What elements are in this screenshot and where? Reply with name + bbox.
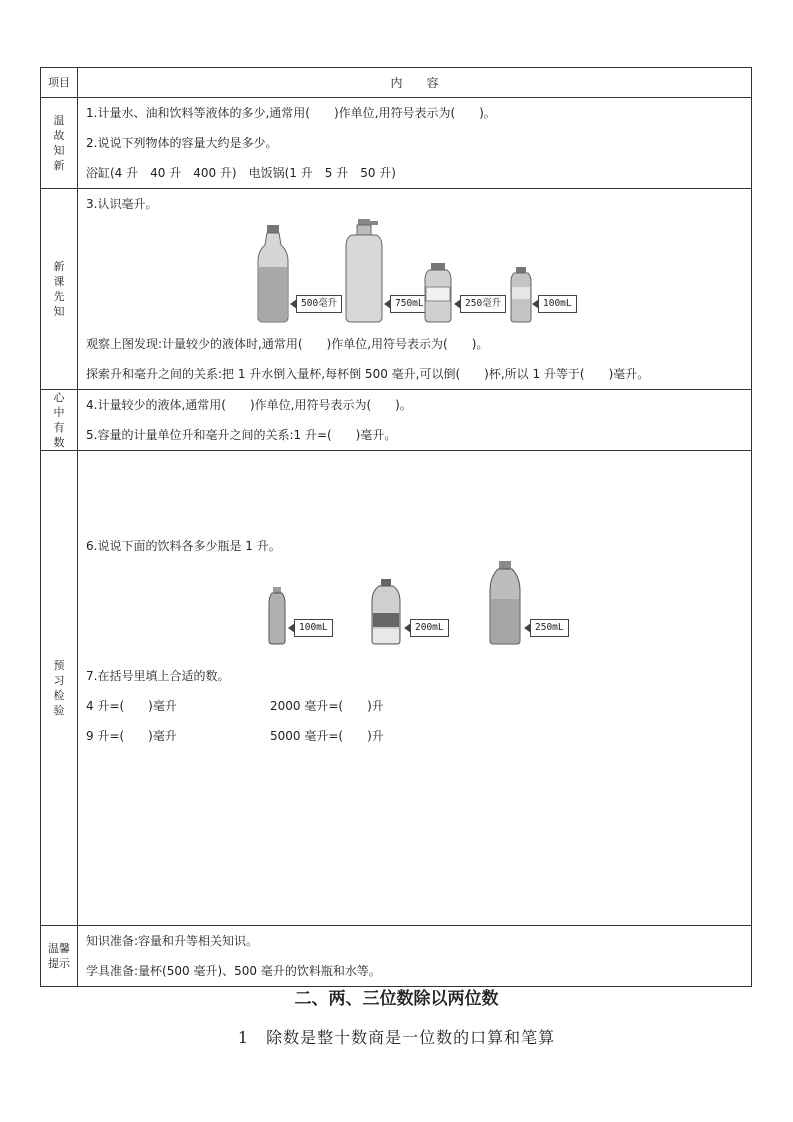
fill-item-4: 5000 毫升=( )升 (270, 729, 384, 743)
mind-content (78, 390, 752, 451)
drink-250ml-image (488, 561, 522, 645)
drink-figure-row (78, 561, 751, 649)
review-label-cell (41, 98, 78, 189)
observation-text: 观察上图发现:计量较少的液体时,通常用( )作单位,用符号表示为( )。 (86, 337, 489, 351)
question-3: 3.认识毫升。 (86, 197, 158, 211)
check-label: 预习检验 (53, 659, 65, 717)
new-lesson-row (41, 189, 752, 390)
callout-100ml-drink: 100mL (294, 619, 333, 637)
question-5: 5.容量的计量单位升和毫升之间的关系:1 升=( )毫升。 (86, 428, 397, 442)
check-label-cell (41, 451, 78, 926)
fill-item-3: 9 升=( )毫升 (86, 729, 177, 743)
check-content (78, 451, 752, 926)
callout-100ml: 100mL (538, 295, 577, 313)
mind-label: 心中有数 (53, 391, 65, 449)
check-row (41, 451, 752, 926)
bottle-figure-row (78, 219, 751, 329)
spacer (78, 649, 751, 661)
tips-content (78, 926, 752, 987)
question-6: 6.说说下面的饮料各多少瓶是 1 升。 (86, 539, 281, 553)
fill-item-1: 4 升=( )毫升 (86, 699, 177, 713)
drink-200ml-image (370, 579, 402, 645)
header-content-cell: 内 容 (78, 68, 752, 98)
tip-tools: 学具准备:量杯(500 毫升)、500 毫升的饮料瓶和水等。 (86, 964, 381, 978)
check-top-space (78, 451, 751, 531)
new-lesson-label: 新课先知 (53, 260, 65, 318)
question-4: 4.计量较少的液体,通常用( )作单位,用符号表示为( )。 (86, 398, 412, 412)
fill-item-2: 2000 毫升=( )升 (270, 699, 384, 713)
tips-row (41, 926, 752, 987)
review-row (41, 98, 752, 189)
chapter-title: 二、两、三位数除以两位数 (294, 989, 499, 1009)
question-1: 1.计量水、油和饮料等液体的多少,通常用( )作单位,用符号表示为( )。 (86, 106, 496, 120)
fill-blank-grid (78, 691, 751, 751)
callout-250ml: 250毫升 (460, 295, 506, 313)
callout-200ml-drink: 200mL (410, 619, 449, 637)
new-lesson-content (78, 189, 752, 390)
explore-text: 探索升和毫升之间的关系:把 1 升水倒入量杯,每杯倒 500 毫升,可以倒( )杯,所以 1 升等于( )毫升。 (86, 367, 650, 381)
callout-500ml: 500毫升 (296, 295, 342, 313)
new-lesson-label-cell (41, 189, 78, 390)
tips-label: 温馨提示 (48, 942, 70, 970)
callout-250ml-drink: 250mL (530, 619, 569, 637)
mind-row (41, 390, 752, 451)
mind-label-cell (41, 390, 78, 451)
bottle-100ml-image (510, 267, 532, 323)
tips-label-cell (41, 926, 78, 987)
table-header-row (41, 68, 752, 98)
review-label: 温故知新 (53, 114, 65, 172)
drink-100ml-image (268, 587, 286, 645)
capacity-options: 浴缸(4 升 40 升 400 升) 电饭锅(1 升 5 升 50 升) (86, 166, 396, 180)
question-2: 2.说说下列物体的容量大约是多少。 (86, 136, 278, 150)
header-item-cell: 项目 (41, 68, 78, 98)
bottle-250ml-image (424, 263, 452, 323)
callout-750ml: 750mL (390, 295, 429, 313)
tip-knowledge: 知识准备:容量和升等相关知识。 (86, 934, 259, 948)
question-7: 7.在括号里填上合适的数。 (86, 669, 230, 683)
bottle-500ml-image (256, 225, 290, 323)
lesson-title: 1 除数是整十数商是一位数的口算和笔算 (237, 1028, 556, 1047)
bottle-750ml-image (344, 219, 384, 323)
preview-worksheet-table (40, 67, 752, 987)
review-content (78, 98, 752, 189)
